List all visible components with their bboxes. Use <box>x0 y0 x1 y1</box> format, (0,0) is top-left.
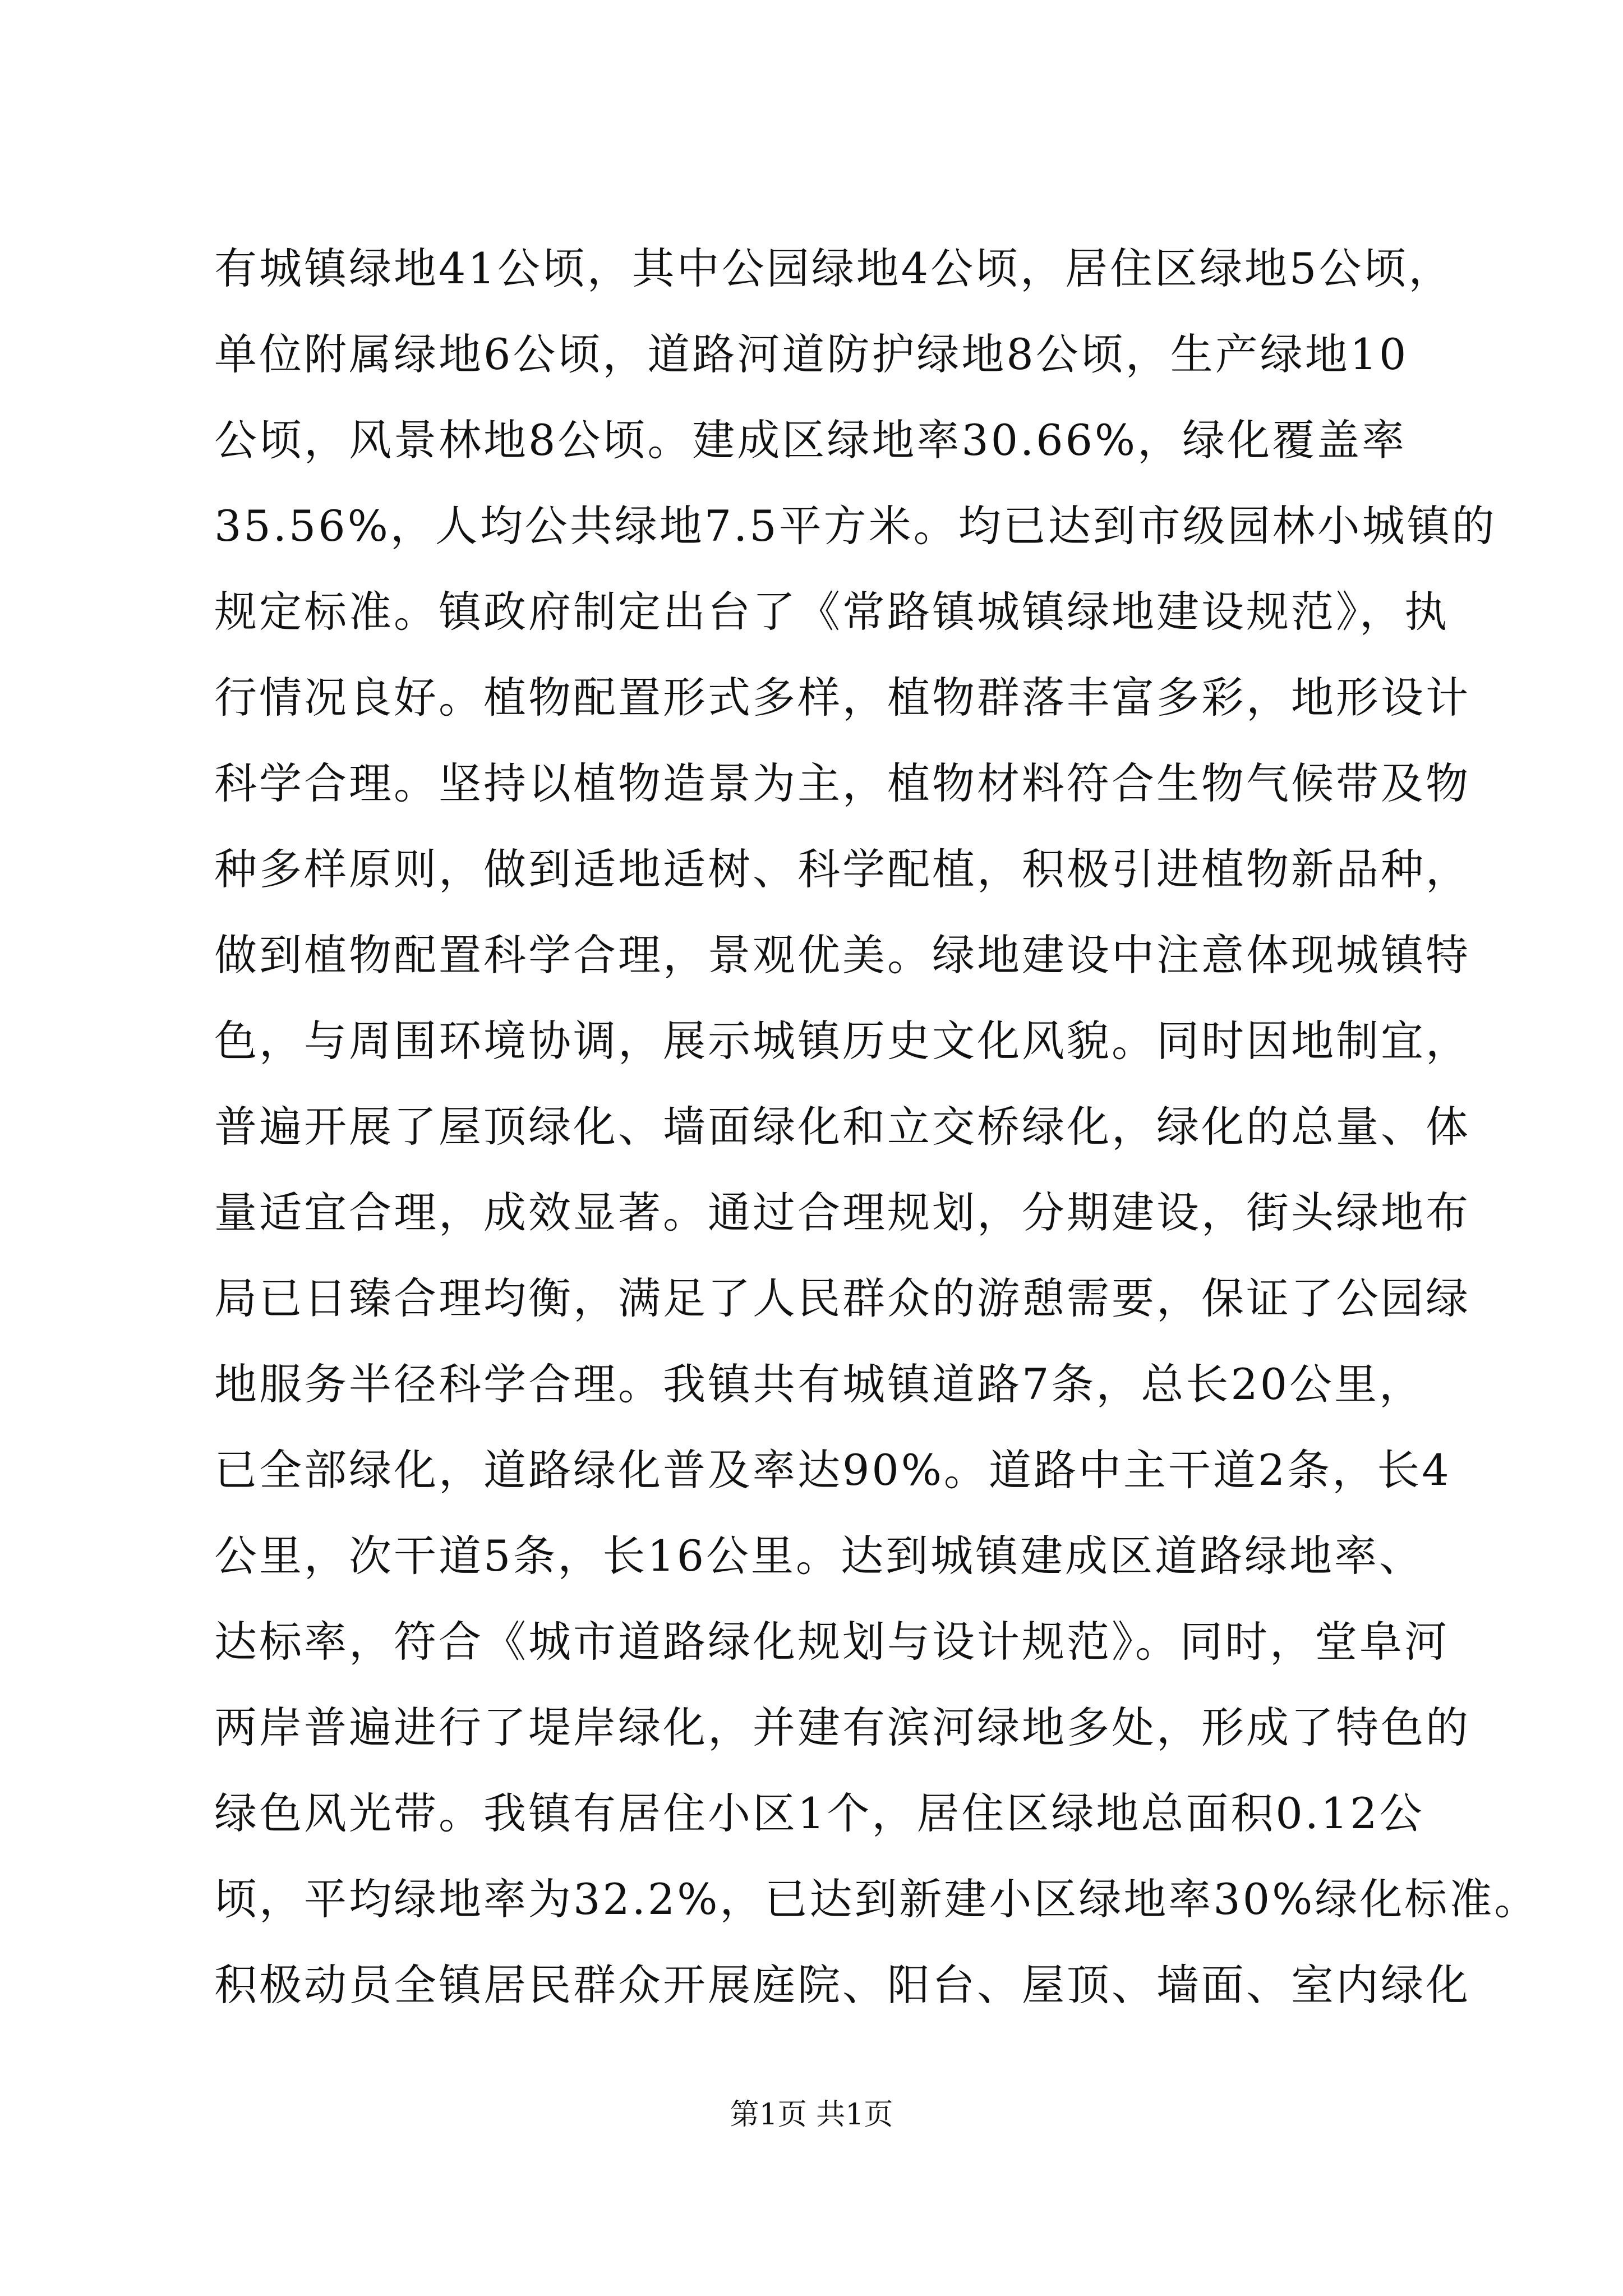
text-line: 地服务半径科学合理。我镇共有城镇道路7条，总长20公里， <box>214 1359 1424 1409</box>
body-text <box>214 226 1539 2028</box>
text-line: 顷，平均绿地率为32.2%，已达到新建小区绿地率30%绿化标准。 <box>214 1874 1539 1924</box>
text-line: 局已日臻合理均衡，满足了人民群众的游憩需要，保证了公园绿 <box>214 1273 1470 1323</box>
text-line: 达标率，符合《城市道路绿化规划与设计规范》。同时，堂阜河 <box>214 1617 1449 1667</box>
text-line: 已全部绿化，道路绿化普及率达90%。道路中主干道2条，长4 <box>214 1445 1451 1495</box>
text-line: 绿色风光带。我镇有居住小区1个，居住区绿地总面积0.12公 <box>214 1788 1424 1838</box>
text-line: 单位附属绿地6公顷，道路河道防护绿地8公顷，生产绿地10 <box>214 329 1409 379</box>
text-line: 做到植物配置科学合理，景观优美。绿地建设中注意体现城镇特 <box>214 930 1470 980</box>
text-line: 科学合理。坚持以植物造景为主，植物材料符合生物气候带及物 <box>214 758 1470 808</box>
text-line: 普遍开展了屋顶绿化、墙面绿化和立交桥绿化，绿化的总量、体 <box>214 1102 1470 1152</box>
text-line: 积极动员全镇居民群众开展庭院、阳台、屋顶、墙面、室内绿化 <box>214 1960 1470 2010</box>
text-line: 种多样原则，做到适地适树、科学配植，积极引进植物新品种， <box>214 844 1470 894</box>
text-line: 两岸普遍进行了堤岸绿化，并建有滨河绿地多处，形成了特色的 <box>214 1703 1470 1752</box>
page-footer: 第1页 共1页 <box>730 2098 893 2132</box>
text-line: 35.56%，人均公共绿地7.5平方米。均已达到市级园林小城镇的 <box>214 501 1497 551</box>
text-line: 有城镇绿地41公顷，其中公园绿地4公顷，居住区绿地5公顷， <box>214 243 1454 293</box>
text-line: 量适宜合理，成效显著。通过合理规划，分期建设，街头绿地布 <box>214 1188 1470 1237</box>
text-line: 规定标准。镇政府制定出台了《常路镇城镇绿地建设规范》，执 <box>214 587 1449 637</box>
text-line: 公里，次干道5条，长16公里。达到城镇建成区道路绿地率、 <box>214 1531 1424 1581</box>
text-line: 色，与周围环境协调，展示城镇历史文化风貌。同时因地制宜， <box>214 1016 1470 1066</box>
text-line: 公顷，风景林地8公顷。建成区绿地率30.66%，绿化覆盖率 <box>214 415 1407 465</box>
text-line: 行情况良好。植物配置形式多样，植物群落丰富多彩，地形设计 <box>214 673 1470 723</box>
